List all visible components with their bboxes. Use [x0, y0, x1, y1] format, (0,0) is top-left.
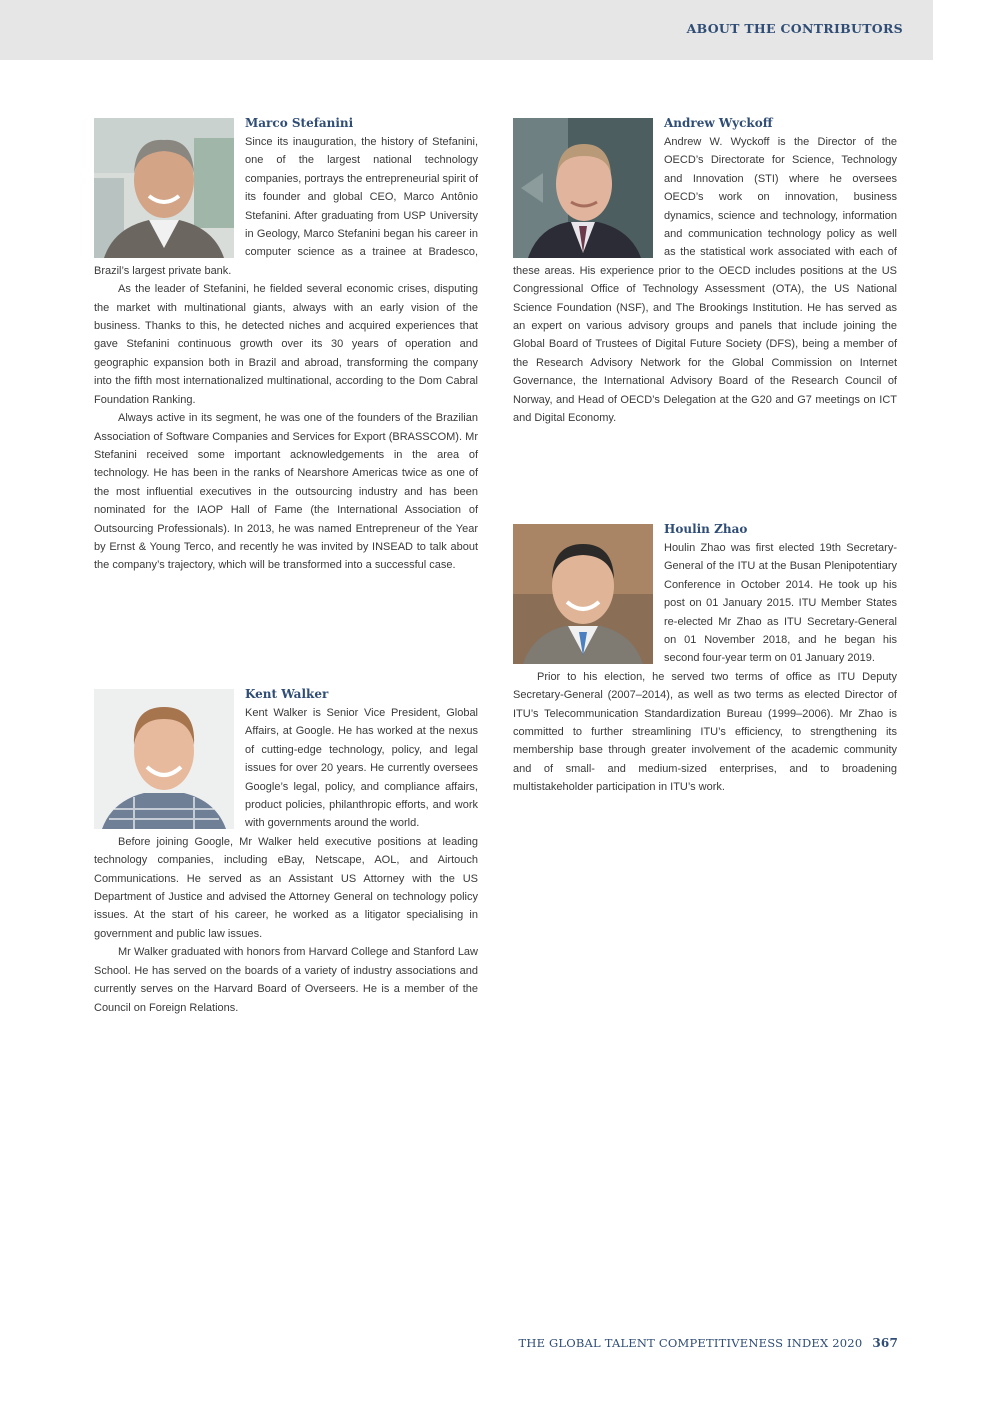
bio-paragraph: Since its inauguration, the history of Stefanini, one of the largest national technology companies, portrays the entrepreneurial spirit of its founder and global CEO, Marco Antônio Stefanini. After graduating from USP University in Geology, Marco Stefanini began his career in computer science as a trainee at Bradesco, Brazil’s largest private bank. [94, 136, 478, 277]
section-title: ABOUT THE CONTRIBUTORS [686, 21, 903, 36]
page-number: 367 [872, 1336, 898, 1350]
bio-paragraph: Andrew W. Wyckoff is the Director of the OECD’s Directorate for Science, Technology and Innovation (STI) where he oversees OECD’s work on innovation, business dynamics, science and technology, information and communication technology policy as well as the statistical work associated with each of these areas. His experience prior to the OECD includes positions at the US Congressional Office of Technology Assessment (OTA), the US National Science Foundation (NSF), and The Brookings Institution. He has served as an expert on various advisory groups and panels that include joining the Global Board of Trustees of Digital Future Society (DFS), being a member of the Research Advisory Network for the Global Commission on Internet Governance, the International Advisory Board of the Research Council of Norway, and Head of OECD’s Delegation at the G20 and G7 meetings on ICT and Digital Economy. [513, 136, 897, 425]
bio-paragraph: Mr Walker graduated with honors from Harvard College and Stanford Law School. He has served on the boards of a variety of industry associations and currently serves on the Harvard Board of Overseers. He is a member of the Council on Foreign Relations. [94, 946, 478, 1014]
bio-paragraph: Before joining Google, Mr Walker held executive positions at leading technology companies, including eBay, Netscape, AOL, and Airtouch Communications. He served as an Assistant US Attorney with the US Department of Justice and advised the Attorney General on technology policy issues. At the start of his career, he worked as a litigator specialising in government and public law issues. [94, 835, 478, 940]
page-footer [518, 1336, 898, 1350]
header-band [0, 0, 933, 60]
contributor-photo [513, 118, 653, 258]
contributor-name: Andrew Wyckoff [664, 116, 773, 130]
bio-paragraph: Always active in its segment, he was one of the founders of the Brazilian Association of Software Companies and Services for Export (BRASSCOM). Mr Stefanini received some important acknowledgements in the area of technology. He has been in the ranks of Nearshore Americas twice as one of the most influential executives in the outsourcing industry and has been nominated for the IAOP Hall of Fame (the International Association of Outsourcing Professionals). In 2013, he was named Entrepreneur of the Year by Ernst & Young Terco, and recently he was invited by INSEAD to talk about the company’s trajectory, which will be transformed into a successful case. [94, 412, 478, 572]
contributor-photo [94, 689, 234, 829]
contributor-name: Marco Stefanini [245, 116, 354, 130]
contributor-bio-stefanini [94, 118, 478, 575]
contributor-photo [94, 118, 234, 258]
contributor-bio-walker [94, 689, 478, 1017]
bio-paragraph: Kent Walker is Senior Vice President, Global Affairs, at Google. He has worked at the nexus of cutting-edge technology, policy, and legal issues for over 20 years. He currently oversees Google’s legal, policy, and compliance affairs, product policies, philanthropic efforts, and work with governments around the world. [245, 707, 478, 830]
publication-title: THE GLOBAL TALENT COMPETITIVENESS INDEX 2020 [518, 1336, 863, 1350]
contributor-bio-wyckoff [513, 118, 897, 428]
contributor-name: Kent Walker [245, 687, 329, 701]
contributor-photo [513, 524, 653, 664]
bio-paragraph: Houlin Zhao was first elected 19th Secretary-General of the ITU at the Busan Plenipotentiary Conference in October 2014. He took up his post on 01 January 2015. ITU Member States re-elected Mr Zhao as ITU Secretary-General on 01 November 2018, and he began his second four-year term on 01 January 2019. [664, 542, 897, 665]
bio-paragraph: Prior to his election, he served two terms of office as ITU Deputy Secretary-General (2007–2014), as well as two terms as elected Director of ITU’s Telecommunication Standardization Bureau (1999–2006). Mr Zhao is committed to further streamlining ITU’s efficiency, to strengthening its membership base through greater involvement of the academic community and of small- and medium-sized enterprises, and to broadening multistakeholder participation in ITU’s work. [513, 670, 897, 794]
contributor-name: Houlin Zhao [664, 522, 748, 536]
bio-paragraph: As the leader of Stefanini, he fielded several economic crises, disputing the market with multinational giants, always with an early vision of the business. Thanks to this, he detected niches and acquired experiences that gave Stefanini continuous growth over its 30 years of operation and geographic expansion both in Brazil and abroad, transforming the company into the fifth most internationalized multinational, according to the Dom Cabral Foundation Ranking. [94, 283, 478, 406]
contributor-bio-zhao [513, 524, 897, 797]
